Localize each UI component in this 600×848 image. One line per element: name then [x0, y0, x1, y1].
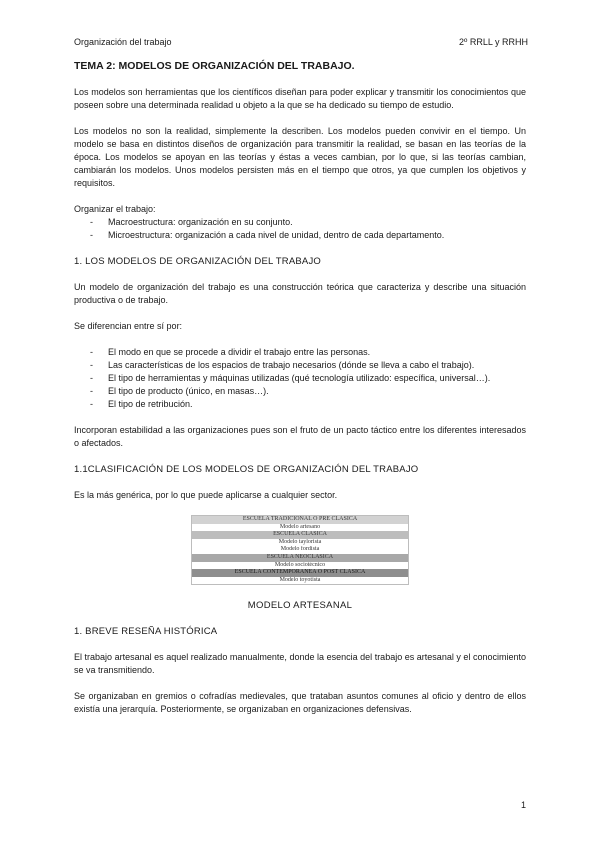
list-item: - Las características de los espacios de trabajo necesarios (dónde se lleva a cabo el trabajo). — [90, 360, 475, 370]
section-1-closing: Incorporan estabilidad a las organizaciones pues son el fruto de un pacto táctico entre los diferentes interesados o afectados. — [74, 425, 526, 448]
table-row: ESCUELA NEOCLÁSICA — [192, 554, 408, 562]
header-right: 2º RRLL y RRHH — [459, 37, 528, 47]
intro-paragraph-1: Los modelos son herramientas que los científicos diseñan para poder explicar y transmitir los conocimientos que poseen sobre una determinada realidad u objeto a la que se ha dedicado su tiempo de estudio. — [74, 87, 526, 110]
organizar-label: Organizar el trabajo: — [74, 204, 156, 214]
bullet-dash: - — [90, 347, 93, 357]
list-item: - El modo en que se procede a dividir el trabajo entre las personas. — [90, 347, 371, 357]
organizar-list — [74, 216, 526, 242]
list-item: - Macroestructura: organización en su conjunto. — [90, 217, 293, 227]
bullet-dash: - — [90, 386, 93, 396]
table-row: ESCUELA CLÁSICA — [192, 531, 408, 539]
table-row: Modelo fordista — [192, 546, 408, 554]
list-item: - Microestructura: organización a cada nivel de unidad, dentro de cada departamento. — [90, 230, 445, 240]
bullet-dash: - — [90, 230, 93, 240]
section-1-paragraph: Un modelo de organización del trabajo es una construcción teórica que caracteriza y describe una situación productiva o de trabajo. — [74, 282, 526, 305]
section-1-heading: 1. LOS MODELOS DE ORGANIZACIÓN DEL TRABAJO — [74, 256, 322, 267]
bullet-dash: - — [90, 373, 93, 383]
intro-paragraph-2: Los modelos no son la realidad, simplemente la describen. Los modelos pueden convivir en el tiempo. Un modelo se basa en distintos diseños de organización para transmitir la realidad, se basan en las teorías de la época. Los modelos se apoyan en las teorías y éstas a veces cambian, por lo que, si las teorías cambian, cambiarán los modelos. Unos modelos persisten más en el tiempo que otros, ya que cumplen los objetivos y requisitos. — [74, 126, 526, 188]
table-row: ESCUELA TRADICIONAL O PRE CLÁSICA — [192, 516, 408, 524]
artesanal-paragraph-1: El trabajo artesanal es aquel realizado manualmente, donde la esencia del trabajo es artesanal y el conocimiento se va transmitiendo. — [74, 652, 526, 676]
bullet-dash: - — [90, 217, 93, 227]
page-title: TEMA 2: MODELOS DE ORGANIZACIÓN DEL TRABAJO. — [74, 60, 355, 72]
page-number: 1 — [520, 800, 526, 810]
document-body — [74, 60, 526, 729]
list-item: - El tipo de producto (único, en masas…). — [90, 386, 269, 396]
list-item: - El tipo de herramientas y máquinas utilizadas (qué tecnología utilizado: específica, universal…). — [90, 373, 491, 383]
resena-heading: 1. BREVE RESEÑA HISTÓRICA — [74, 626, 218, 638]
bullet-dash: - — [90, 360, 93, 370]
table-row: Modelo sociotécnico — [192, 562, 408, 570]
diff-label: Se diferencian entre sí por: — [74, 321, 183, 331]
section-1-1-heading: 1.1CLASIFICACIÓN DE LOS MODELOS DE ORGANIZACIÓN DEL TRABAJO — [74, 464, 419, 475]
artesanal-paragraph-2: Se organizaban en gremios o cofradías medievales, que trataban asuntos comunes al oficio y dentro de ellos existía una jerarquía. Posteriormente, se organizaban en organizaciones defensivas. — [74, 691, 526, 715]
classification-table — [191, 515, 409, 585]
header-left: Organización del trabajo — [74, 37, 172, 47]
section-1-1-paragraph: Es la más genérica, por lo que puede aplicarse a cualquier sector. — [74, 490, 338, 500]
table-row: Modelo taylorista — [192, 539, 408, 547]
table-row: ESCUELA CONTEMPORÁNEA O POST CLÁSICA — [192, 569, 408, 577]
modelo-artesanal-title: MODELO ARTESANAL — [247, 600, 353, 612]
bullet-dash: - — [90, 399, 93, 409]
list-item: - El tipo de retribución. — [90, 399, 193, 409]
table-row: Modelo toyotista — [192, 577, 408, 585]
table-row: Modelo artesano — [192, 524, 408, 532]
diff-list — [74, 346, 526, 411]
